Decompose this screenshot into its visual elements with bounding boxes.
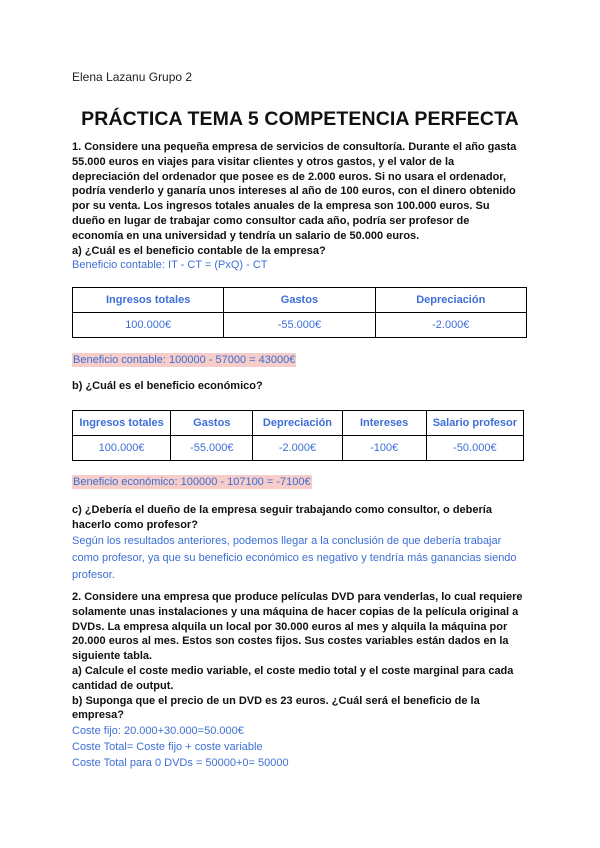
economic-table [72, 410, 524, 461]
table-header: Intereses [342, 411, 426, 436]
table-header: Ingresos totales [73, 411, 171, 436]
q2-answer-line: Coste Total= Coste fijo + coste variable [72, 741, 263, 754]
author-line: Elena Lazanu Grupo 2 [72, 70, 193, 84]
table-header: Gastos [171, 411, 253, 436]
table-header: Salario profesor [426, 411, 523, 436]
q2-statement [72, 590, 532, 771]
q1-line: depreciación del ordenador que posee es de 2.000 euros. Si no usara el ordenador, [72, 170, 507, 183]
q1c-answer-line: como profesor, ya que su beneficio económico es negativo y tendría más ganancias siendo [72, 551, 517, 564]
q1a-result: Beneficio contable: 100000 - 57000 = 43000€ [73, 354, 296, 366]
q2-line: b) Suponga que el precio de un DVD es 23 euros. ¿Cuál será el beneficio de la [72, 694, 480, 707]
page-title: PRÁCTICA TEMA 5 COMPETENCIA PERFECTA [81, 108, 519, 130]
q1b-result: Beneficio económico: 100000 - 107100 = -7100€ [73, 476, 311, 488]
table-cell: -100€ [342, 436, 426, 461]
q2-line: 2. Considere una empresa que produce películas DVD para venderlas, lo cual requiere [72, 591, 523, 603]
q2-line: siguiente tabla. [72, 650, 153, 663]
q2-line: 20.000 euros al mes. Estos son costes fijos. Sus costes variables están dados en la [72, 635, 509, 648]
accounting-table [72, 287, 527, 338]
q1-line: podría venderlo y ganaría unos intereses al año de 100 euros, con el dinero obtenido [72, 185, 516, 198]
q2-line: cantidad de output. [72, 679, 174, 692]
q1b-question-block [72, 379, 532, 394]
q1c-question-line: c) ¿Debería el dueño de la empresa seguir trabajando como consultor, o debería [72, 504, 492, 516]
table-header: Gastos [224, 288, 375, 313]
q2-answer-line: Coste Total para 0 DVDs = 50000+0= 50000 [72, 757, 289, 770]
q1a-result-block [72, 350, 532, 368]
table-row [73, 313, 527, 338]
table-cell: 100.000€ [73, 436, 171, 461]
table-header-row [73, 411, 524, 436]
q1a-question: a) ¿Cuál es el beneficio contable de la empresa? [72, 244, 326, 257]
table-header: Depreciación [253, 411, 342, 436]
q1-line: economía en una universidad y tendría un salario de 50.000 euros. [72, 229, 420, 242]
q1c-block [72, 503, 532, 584]
q1c-answer-line: profesor. [72, 568, 115, 581]
q2-answer-line: Coste fijo: 20.000+30.000=50.000€ [72, 725, 244, 738]
q1-statement [72, 140, 532, 274]
table-header: Depreciación [375, 288, 526, 313]
q1b-question: b) ¿Cuál es el beneficio económico? [72, 380, 263, 392]
q1-line: dueño en lugar de trabajar como consultor cada año, podría ser profesor de [72, 214, 470, 227]
q2-line: empresa? [72, 709, 124, 722]
q2-line: solamente unas instalaciones y una máquina de hacer copias de la película original a [72, 605, 519, 618]
table-header-row [73, 288, 527, 313]
table-header: Ingresos totales [73, 288, 224, 313]
table-cell: -2.000€ [375, 313, 526, 338]
q1a-formula: Beneficio contable: IT - CT = (PxQ) - CT [72, 259, 268, 272]
table-row [73, 436, 524, 461]
table-cell: 100.000€ [73, 313, 224, 338]
q1c-question-line: hacerlo como profesor? [72, 518, 198, 531]
q1b-result-block [72, 472, 532, 490]
table-cell: -2.000€ [253, 436, 342, 461]
table-cell: -50.000€ [426, 436, 523, 461]
table-cell: -55.000€ [224, 313, 375, 338]
q1c-answer-line: Según los resultados anteriores, podemos llegar a la conclusión de que debería trabajar [72, 534, 502, 547]
q1-line: 1. Considere una pequeña empresa de servicios de consultoría. Durante el año gasta [72, 141, 517, 153]
q1-line: por su venta. Los ingresos totales anuales de la empresa son 100.000 euros. Su [72, 200, 490, 213]
q1-line: 55.000 euros en viajes para visitar clientes y otros gastos, y el valor de la [72, 155, 455, 168]
q2-line: DVDs. La empresa alquila un local por 30.000 euros al mes y alquila la máquina por [72, 620, 508, 633]
table-cell: -55.000€ [171, 436, 253, 461]
q2-line: a) Calcule el coste medio variable, el coste medio total y el coste marginal para cada [72, 664, 514, 677]
